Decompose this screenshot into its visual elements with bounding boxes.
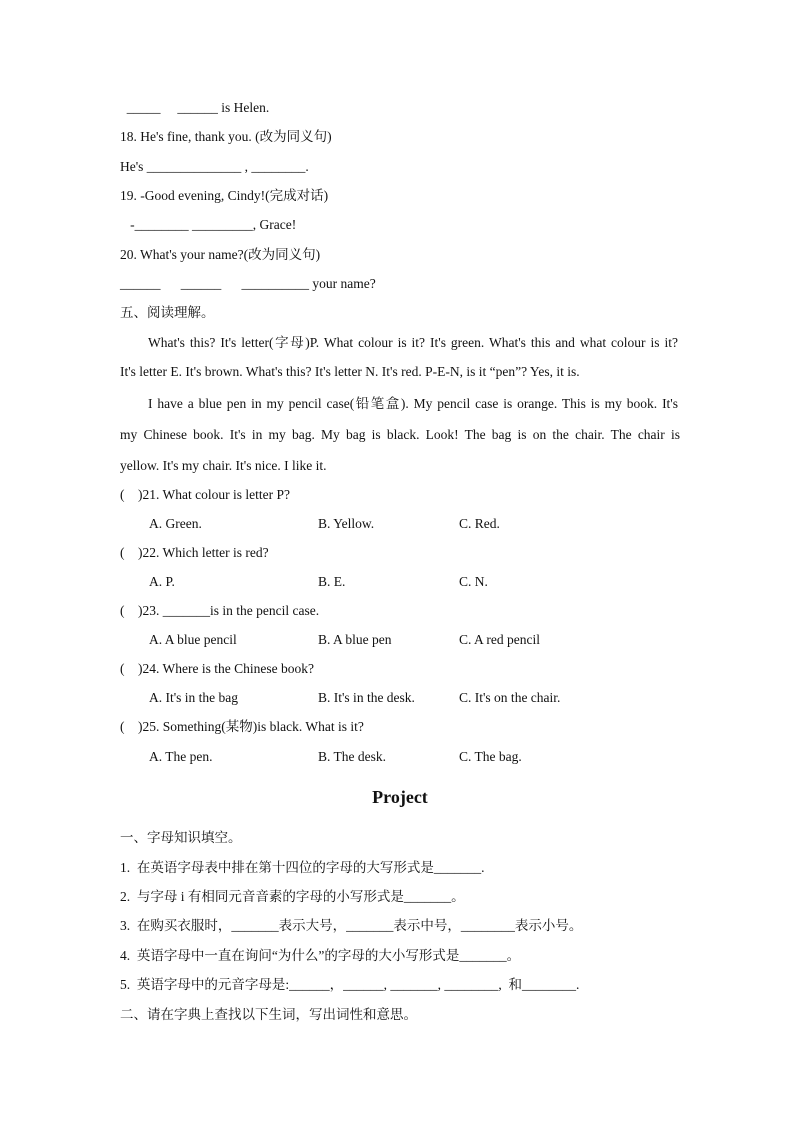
question-25: ( )25. Something(某物)is black. What is it? xyxy=(120,719,364,734)
project-item-2: 2. 与字母 i 有相同元音音素的字母的小写形式是_______。 xyxy=(120,889,465,904)
option-c: C. A red pencil xyxy=(459,632,540,647)
option-c: C. N. xyxy=(459,574,488,589)
question-18: 18. He's fine, thank you. (改为同义句) xyxy=(120,129,332,144)
question-22: ( )22. Which letter is red? xyxy=(120,545,269,560)
option-b: B. A blue pen xyxy=(318,632,392,647)
project-title: Project xyxy=(372,787,428,807)
answer-line-19: -________ _________, Grace! xyxy=(120,217,297,232)
option-b: B. E. xyxy=(318,574,346,589)
answer-line-20: ______ ______ __________ your name? xyxy=(120,276,376,291)
answer-line-17: _____ ______ is Helen. xyxy=(120,100,270,115)
option-a: A. Green. xyxy=(149,516,202,531)
project-item-1: 1. 在英语字母表中排在第十四位的字母的大写形式是_______. xyxy=(120,860,485,875)
question-23: ( )23. _______is in the pencil case. xyxy=(120,603,320,618)
option-a: A. A blue pencil xyxy=(149,632,237,647)
answer-line-18: He's ______________ , ________. xyxy=(120,159,309,174)
option-a: A. It's in the bag xyxy=(149,690,239,705)
passage-line: I have a blue pen in my pencil case(铅笔盒). My pencil case is orange. This is my book. It's xyxy=(148,396,678,411)
passage-line: yellow. It's my chair. It's nice. I like it. xyxy=(120,458,327,473)
option-c: C. Red. xyxy=(459,516,500,531)
project-item-4: 4. 英语字母中一直在询问“为什么”的字母的大小写形式是_______。 xyxy=(120,948,521,963)
section-heading-reading: 五、阅读理解。 xyxy=(120,305,215,320)
option-b: B. Yellow. xyxy=(318,516,375,531)
option-a: A. P. xyxy=(149,574,175,589)
option-b: B. The desk. xyxy=(318,749,386,764)
question-21: ( )21. What colour is letter P? xyxy=(120,487,290,502)
project-item-3: 3. 在购买衣服时，_______表示大号，_______表示中号，________表示小号。 xyxy=(120,918,583,933)
section-heading-letters: 一、字母知识填空。 xyxy=(120,830,242,845)
passage-line: It's letter E. It's brown. What's this? It's letter N. It's red. P-E-N, is it “pen”? Yes, it is. xyxy=(120,364,580,379)
passage-line: What's this? It's letter(字母)P. What colour is it? It's green. What's this and what colour is it? xyxy=(148,335,678,350)
passage-line: my Chinese book. It's in my bag. My bag is black. Look! The bag is on the chair. The chair is xyxy=(120,427,680,442)
question-19: 19. -Good evening, Cindy!(完成对话) xyxy=(120,188,329,203)
option-c: C. The bag. xyxy=(459,749,522,764)
section-heading-dictionary: 二、请在字典上查找以下生词，写出词性和意思。 xyxy=(120,1007,417,1022)
question-24: ( )24. Where is the Chinese book? xyxy=(120,661,314,676)
option-b: B. It's in the desk. xyxy=(318,690,415,705)
option-c: C. It's on the chair. xyxy=(459,690,561,705)
question-20: 20. What's your name?(改为同义句) xyxy=(120,247,321,262)
project-item-5: 5. 英语字母中的元音字母是:______，______, _______, ________, 和________. xyxy=(120,977,580,992)
option-a: A. The pen. xyxy=(149,749,213,764)
